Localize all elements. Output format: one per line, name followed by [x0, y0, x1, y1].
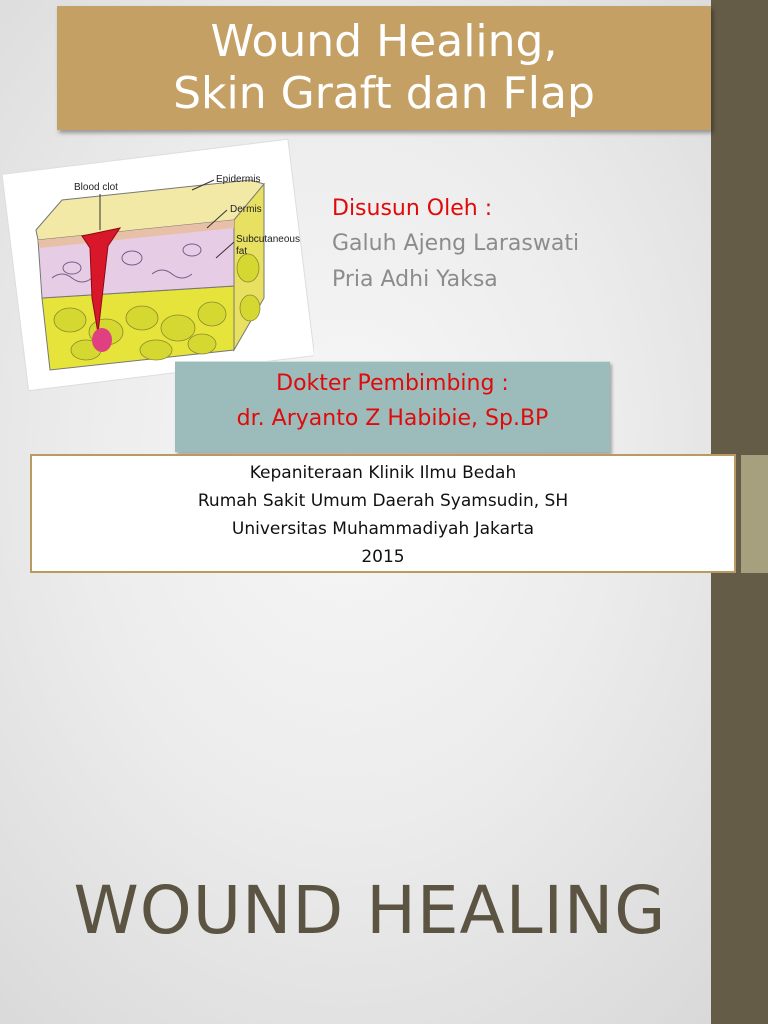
author-block	[332, 192, 702, 298]
institution-box	[30, 454, 736, 573]
institution-year: 2015	[361, 547, 405, 567]
author-heading: Disusun Oleh :	[332, 196, 493, 221]
title-line-2: Skin Graft dan Flap	[173, 68, 595, 119]
label-fat: fat	[236, 246, 248, 257]
advisor-heading: Dokter Pembimbing :	[276, 371, 509, 396]
author-name: Pria Adhi Yaksa	[332, 267, 498, 292]
label-dermis: Dermis	[230, 204, 262, 215]
advisor-name: dr. Aryanto Z Habibie, Sp.BP	[236, 406, 549, 431]
institution-line: Rumah Sakit Umum Daerah Syamsudin, SH	[197, 491, 569, 511]
sidebar-accent	[741, 455, 768, 573]
label-subcutaneous: Subcutaneous	[236, 234, 300, 245]
skin-diagram-svg	[2, 128, 314, 398]
wound-base	[92, 328, 112, 352]
label-epidermis: Epidermis	[216, 174, 261, 185]
label-blood-clot: Blood clot	[74, 182, 118, 193]
advisor-box	[175, 361, 610, 452]
title-line-1: Wound Healing,	[210, 16, 558, 67]
institution-line: Kepaniteraan Klinik Ilmu Bedah	[249, 463, 517, 483]
skin-cross-section-figure	[2, 128, 314, 398]
title-banner	[57, 6, 711, 130]
author-name: Galuh Ajeng Laraswati	[332, 231, 580, 256]
section-title: WOUND HEALING	[73, 872, 667, 949]
institution-line: Universitas Muhammadiyah Jakarta	[231, 519, 535, 539]
